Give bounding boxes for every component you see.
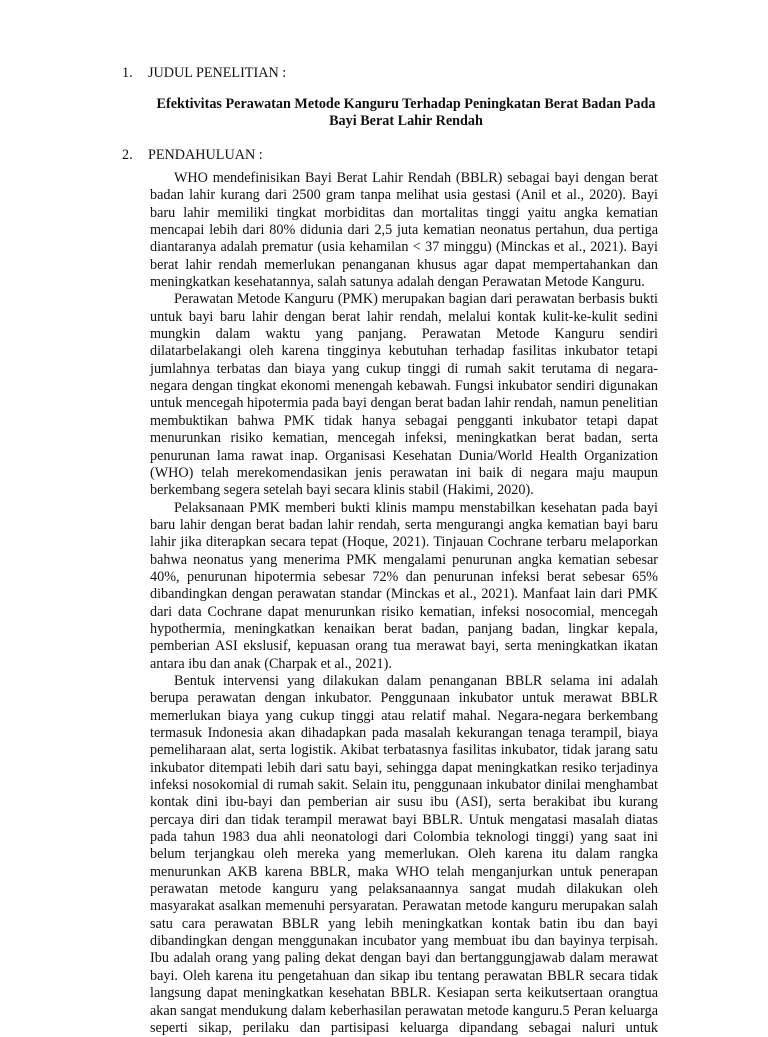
paragraph: WHO mendefinisikan Bayi Berat Lahir Rendah (BBLR) sebagai bayi dengan berat badan lahir kurang dari 2500 gram tanpa melihat usia gestasi (Anil et al., 2020). Bayi baru lahir memiliki tingkat morbiditas dan mortalitas tinggi yaitu angka kematian mencapai lebih dari 80% didunia dari 2,5 juta kematian neonatus pertahun, dua pertiga diantaranya adalah prematur (usia kehamilan < 37 minggu) (Minckas et al., 2021). Bayi berat lahir rendah memerlukan penanganan khusus agar dapat mempertahankan dan meningkatkan kesehatannya, salah satunya adalah dengan Perawatan Metode Kanguru. bbox=[150, 170, 658, 291]
section-number: 2. bbox=[122, 147, 133, 163]
introduction-body bbox=[150, 170, 658, 1037]
research-title: Efektivitas Perawatan Metode Kanguru Terhadap Peningkatan Berat Badan Pada Bayi Berat Lahir Rendah bbox=[156, 96, 656, 129]
section-title: PENDAHULUAN : bbox=[148, 147, 263, 163]
section-heading-1 bbox=[122, 64, 286, 82]
paragraph: Pelaksanaan PMK memberi bukti klinis mampu menstabilkan kesehatan pada bayi baru lahir dengan berat badan lahir rendah, serta mengurangi angka kematian bayi baru lahir jika diterapkan secara tepat (Hoque, 2021). Tinjauan Cochrane terbaru melaporkan bahwa neonatus yang menerima PMK mengalami penurunan angka kematian sebesar 40%, penurunan hipotermia sebesar 72% dan penurunan infeksi berat sebesar 65% dibandingkan dengan perawatan standar (Minckas et al., 2021). Manfaat lain dari PMK dari data Cochrane dapat menurunkan risiko kematian, infeksi nosocomial, mencegah hypothermia, meningkatkan kenaikan berat badan, panjang badan, lingkar kepala, pemberian ASI ekslusif, kepuasan orang tua merawat bayi, serta meningkatkan ikatan antara ibu dan anak (Charpak et al., 2021). bbox=[150, 499, 658, 672]
section-title: JUDUL PENELITIAN : bbox=[148, 65, 287, 81]
section-heading-2 bbox=[122, 146, 263, 164]
section-number: 1. bbox=[122, 65, 133, 81]
paragraph: Perawatan Metode Kanguru (PMK) merupakan bagian dari perawatan berbasis bukti untuk bayi baru lahir dengan berat lahir rendah, melalui kontak kulit-ke-kulit sedini mungkin dalam waktu yang panjang. Perawatan Metode Kanguru sendiri dilatarbelakangi oleh karena tingginya kebutuhan terhadap fasilitas inkubator tetapi jumlahnya terbatas dan biaya yang cukup tinggi di rumah sakit terutama di negara-negara dengan tingkat ekonomi menengah kebawah. Fungsi inkubator sendiri digunakan untuk mencegah hipotermia pada bayi dengan berat badan lahir rendah, namun penelitian membuktikan bahwa PMK tidak hanya sebagai pengganti inkubator tetapi dapat menurunkan risiko kematian, mencegah infeksi, meningkatkan berat badan, serta penurunan lama rawat inap. Organisasi Kesehatan Dunia/World Health Organization (WHO) telah merekomendasikan jenis perawatan ini baik di negara maju maupun berkembang segera setelah bayi secara klinis stabil (Hakimi, 2020). bbox=[150, 291, 658, 499]
paragraph: Bentuk intervensi yang dilakukan dalam penanganan BBLR selama ini adalah berupa perawatan dengan inkubator. Penggunaan inkubator untuk merawat BBLR memerlukan biaya yang cukup tinggi atau relatif mahal. Negara-negara berkembang termasuk Indonesia akan dihadapkan pada masalah kekurangan tenaga terampil, biaya pemeliharaan alat, serta logistik. Akibat terbatasnya fasilitas inkubator, tidak jarang satu inkubator ditempati lebih dari satu bayi, sehingga dapat meningkatkan resiko terjadinya infeksi nosokomial di rumah sakit. Selain itu, penggunaan inkubator dinilai menghambat kontak dini ibu-bayi dan pemberian air susu ibu (ASI), serta berakibat ibu kurang percaya diri dan tidak terampil merawat bayi BBLR. Untuk mengatasi masalah diatas pada tahun 1983 dua ahli neonatologi dari Colombia teknologi tinggi) yang saat ini belum terjangkau oleh mereka yang memerlukan. Oleh karena itu dalam rangka menurunkan AKB karena BBLR, maka WHO telah menganjurkan untuk penerapan perawatan metode kanguru yang pelaksanaannya sangat mudah dilakukan oleh masyarakat asalkan memenuhi persyaratan. Perawatan metode kanguru merupakan salah satu cara perawatan BBLR yang lebih meningkatkan kontak batin ibu dan bayi dibandingkan dengan menggunakan incubator yang membuat ibu dan bayinya terpisah. Ibu adalah orang yang paling dekat dengan bayi dan bertanggungjawab dalam merawat bayi. Oleh karena itu pengetahuan dan sikap ibu tentang perawatan BBLR secara tidak langsung dapat meningkatkan kesehatan BBLR. Kesiapan serta keikutsertaan orangtua akan sangat mendukung dalam keberhasilan perawatan metode kanguru.5 Peran keluarga seperti sikap, perilaku dan partisipasi keluarga dipandang sebagai naluri untuk bbox=[150, 672, 658, 1036]
